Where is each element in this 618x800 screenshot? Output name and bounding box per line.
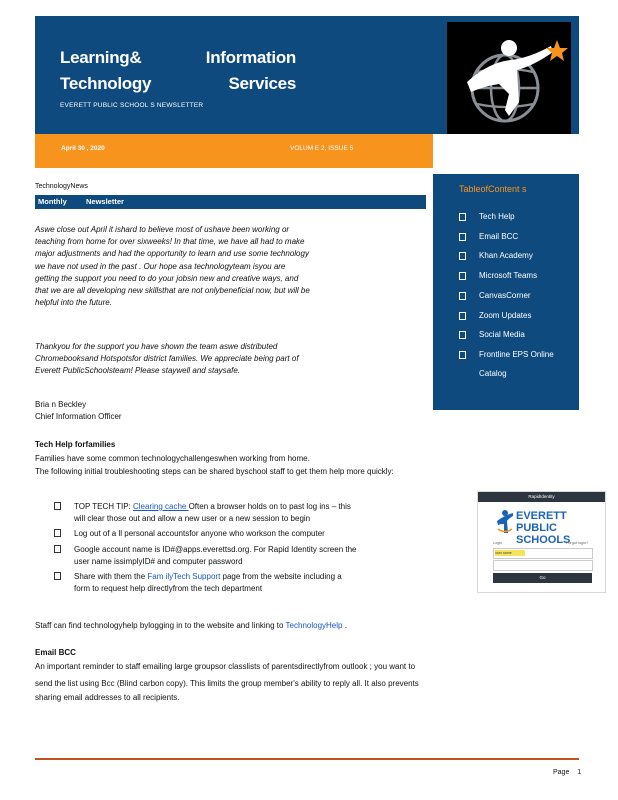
school-figure-icon [496,509,514,535]
title-technology: Technology [60,74,152,93]
list-item [54,571,454,595]
toc-item-label: Tech Help [479,212,515,221]
section-bar [35,195,426,209]
checkbox-bullet-icon [54,572,61,580]
toc-item-label: Email BCC [479,231,519,241]
intro-line: getting the support you need to do your jobsin new and creative ways, and [35,273,299,283]
brand-line: EVERETT [516,510,567,522]
section-label: TechnologyNews [35,183,88,190]
tip-text: Google account name is ID#@apps.everettsd.org. For Rapid Identity screen the [74,544,357,554]
section-bar-monthly: Monthly [38,197,67,206]
checkbox-bullet-icon [459,233,466,241]
password-field[interactable] [493,560,593,571]
intro-line: Aswe close out April it ishard to believe most of ushave been working or [35,225,290,234]
signature-title: Chief Information Officer [35,412,122,422]
tip-text: will clear those out and allow a new user or a new session to begin [74,514,311,524]
checkbox-bullet-icon [459,331,466,339]
issue-date: April 30 , 2020 [61,145,105,152]
screenshot-brand [516,510,570,546]
toc-item-microsoft-teams[interactable] [459,266,579,286]
tip-text: Often a browser holds on to past log ins – this [188,502,351,511]
title-information: Information [205,48,296,67]
tech-help-heading: Tech Help forfamilies [35,440,116,449]
toc-item-label: Catalog [479,368,507,378]
email-line: An important reminder to staff emailing large groupsor classlists of parentsdirectlyfrom outlook ; you want to [35,662,416,671]
forgot-login-link[interactable]: Forgot login? [566,541,589,545]
staff-help-text: Staff can find technologyhelp bylogging in to the website and linking to [35,621,286,630]
staff-help-end: . [342,621,347,630]
toc-item-label: CanvasCorner [479,290,531,300]
toc-item-label: Frontline EPS Online [479,349,554,359]
toc-item-frontline-catalog[interactable] [459,345,579,383]
newsletter-title [60,45,296,97]
toc-item-label: Microsoft Teams [479,271,538,281]
list-item [54,544,454,568]
thanks-line: Everett PublicSchoolsteam! Please staywell and staysafe. [35,366,240,376]
tip-text: user name issimplyID# and computer password [74,556,243,566]
list-item [54,528,454,540]
intro-line: we have not used in the past . Our hope asa technologyteam isyou are [35,261,286,271]
toc-title: TableofContent s [459,184,527,194]
checkbox-bullet-icon [459,252,466,260]
toc-item-label: Zoom Updates [479,310,532,320]
checkbox-bullet-icon [459,292,466,300]
rapid-identity-screenshot [477,491,606,593]
clearing-cache-link[interactable]: Clearing cache [132,502,189,511]
title-services: Services [228,74,296,93]
checkbox-bullet-icon [54,529,61,537]
tip-text: Log out of a ll personal accountsfor anyone who workson the computer [74,529,325,539]
page-number: Page 1 [553,769,582,776]
email-bcc-heading: Email BCC [35,648,76,657]
thanks-line: Chromebooksand Hotspotsfor district families. We appreciate being part of [35,354,299,364]
bar-spacer [433,134,579,168]
footer-rule [35,758,579,760]
issue-bar [35,134,433,168]
toc-item-label: Social Media [479,330,525,340]
checkbox-bullet-icon [459,351,466,359]
toc-item-zoom-updates[interactable] [459,306,579,326]
issue-volume: VOLUM E 2, ISSUE 5 [290,145,354,152]
login-label: Login [493,541,503,545]
username-field[interactable] [493,548,593,559]
toc-item-email-bcc[interactable] [459,227,579,247]
globe-figure-icon [447,22,571,134]
staff-help-line [35,621,347,630]
tip-text: page from the website including a [220,572,342,582]
signature-name: Bria n Beckley [35,400,87,409]
title-learning: Learning& [60,48,142,67]
thanks-line: Thankyou for the support you have shown the team aswe distributed [35,342,278,351]
checkbox-bullet-icon [459,213,466,221]
intro-line: teaching from home for over sixweeks! In that time, we have all had to make [35,237,305,247]
intro-line: major adjustments and had the opportunity to learn and use some technology [35,249,309,259]
toc-item-label: Khan Academy [479,251,533,261]
intro-line: that we are all developing new skillsthat are not onlybeneficial now, but will be [35,286,310,296]
tech-help-line: Families have some common technologychallengeswhen working from home. [35,454,310,463]
checkbox-bullet-icon [54,545,61,553]
tip-text: form to request help directlyfrom the tech department [74,584,263,594]
toc-list [459,207,579,383]
email-line: sharing email addresses to all recipients. [35,693,180,702]
toc-item-social-media[interactable] [459,325,579,345]
brand-line: PUBLIC [516,522,557,534]
technology-help-link[interactable]: TechnologyHelp [285,621,343,630]
masthead-banner [35,16,579,134]
checkbox-bullet-icon [459,312,466,320]
family-tech-support-link[interactable]: Fam ilyTech Support [147,572,221,582]
list-item [54,501,454,525]
checkbox-bullet-icon [459,272,466,280]
tips-list [54,501,454,598]
email-line: send the list using Bcc (Blind carbon copy). This limits the group member's ability to reply all. It also prevents [35,679,419,688]
screenshot-header: RapidIdentity [478,492,605,502]
tech-help-line: The following initial troubleshooting steps can be shared byschool staff to get them help more quickly: [35,467,394,476]
table-of-contents [433,174,579,410]
tip-label: TOP TECH TIP: [74,502,133,511]
signature [35,399,122,423]
newsletter-subtitle: EVERETT PUBLIC SCHOOL S NEWSLETTER [60,102,204,109]
go-button[interactable]: Go [493,573,592,583]
school-logo [447,22,571,134]
tip-text: Share with them the [74,572,148,582]
username-value: user.name [495,550,525,556]
intro-line: helpful into the future. [35,298,112,308]
intro-paragraph [35,224,427,309]
toc-item-canvas-corner[interactable] [459,286,579,306]
section-bar-newsletter: Newsletter [86,197,124,206]
brand-line: SCHOOLS [516,534,571,546]
checkbox-bullet-icon [54,502,61,510]
toc-item-tech-help[interactable] [459,207,579,227]
thanks-paragraph [35,341,427,378]
toc-item-khan-academy[interactable] [459,246,579,266]
